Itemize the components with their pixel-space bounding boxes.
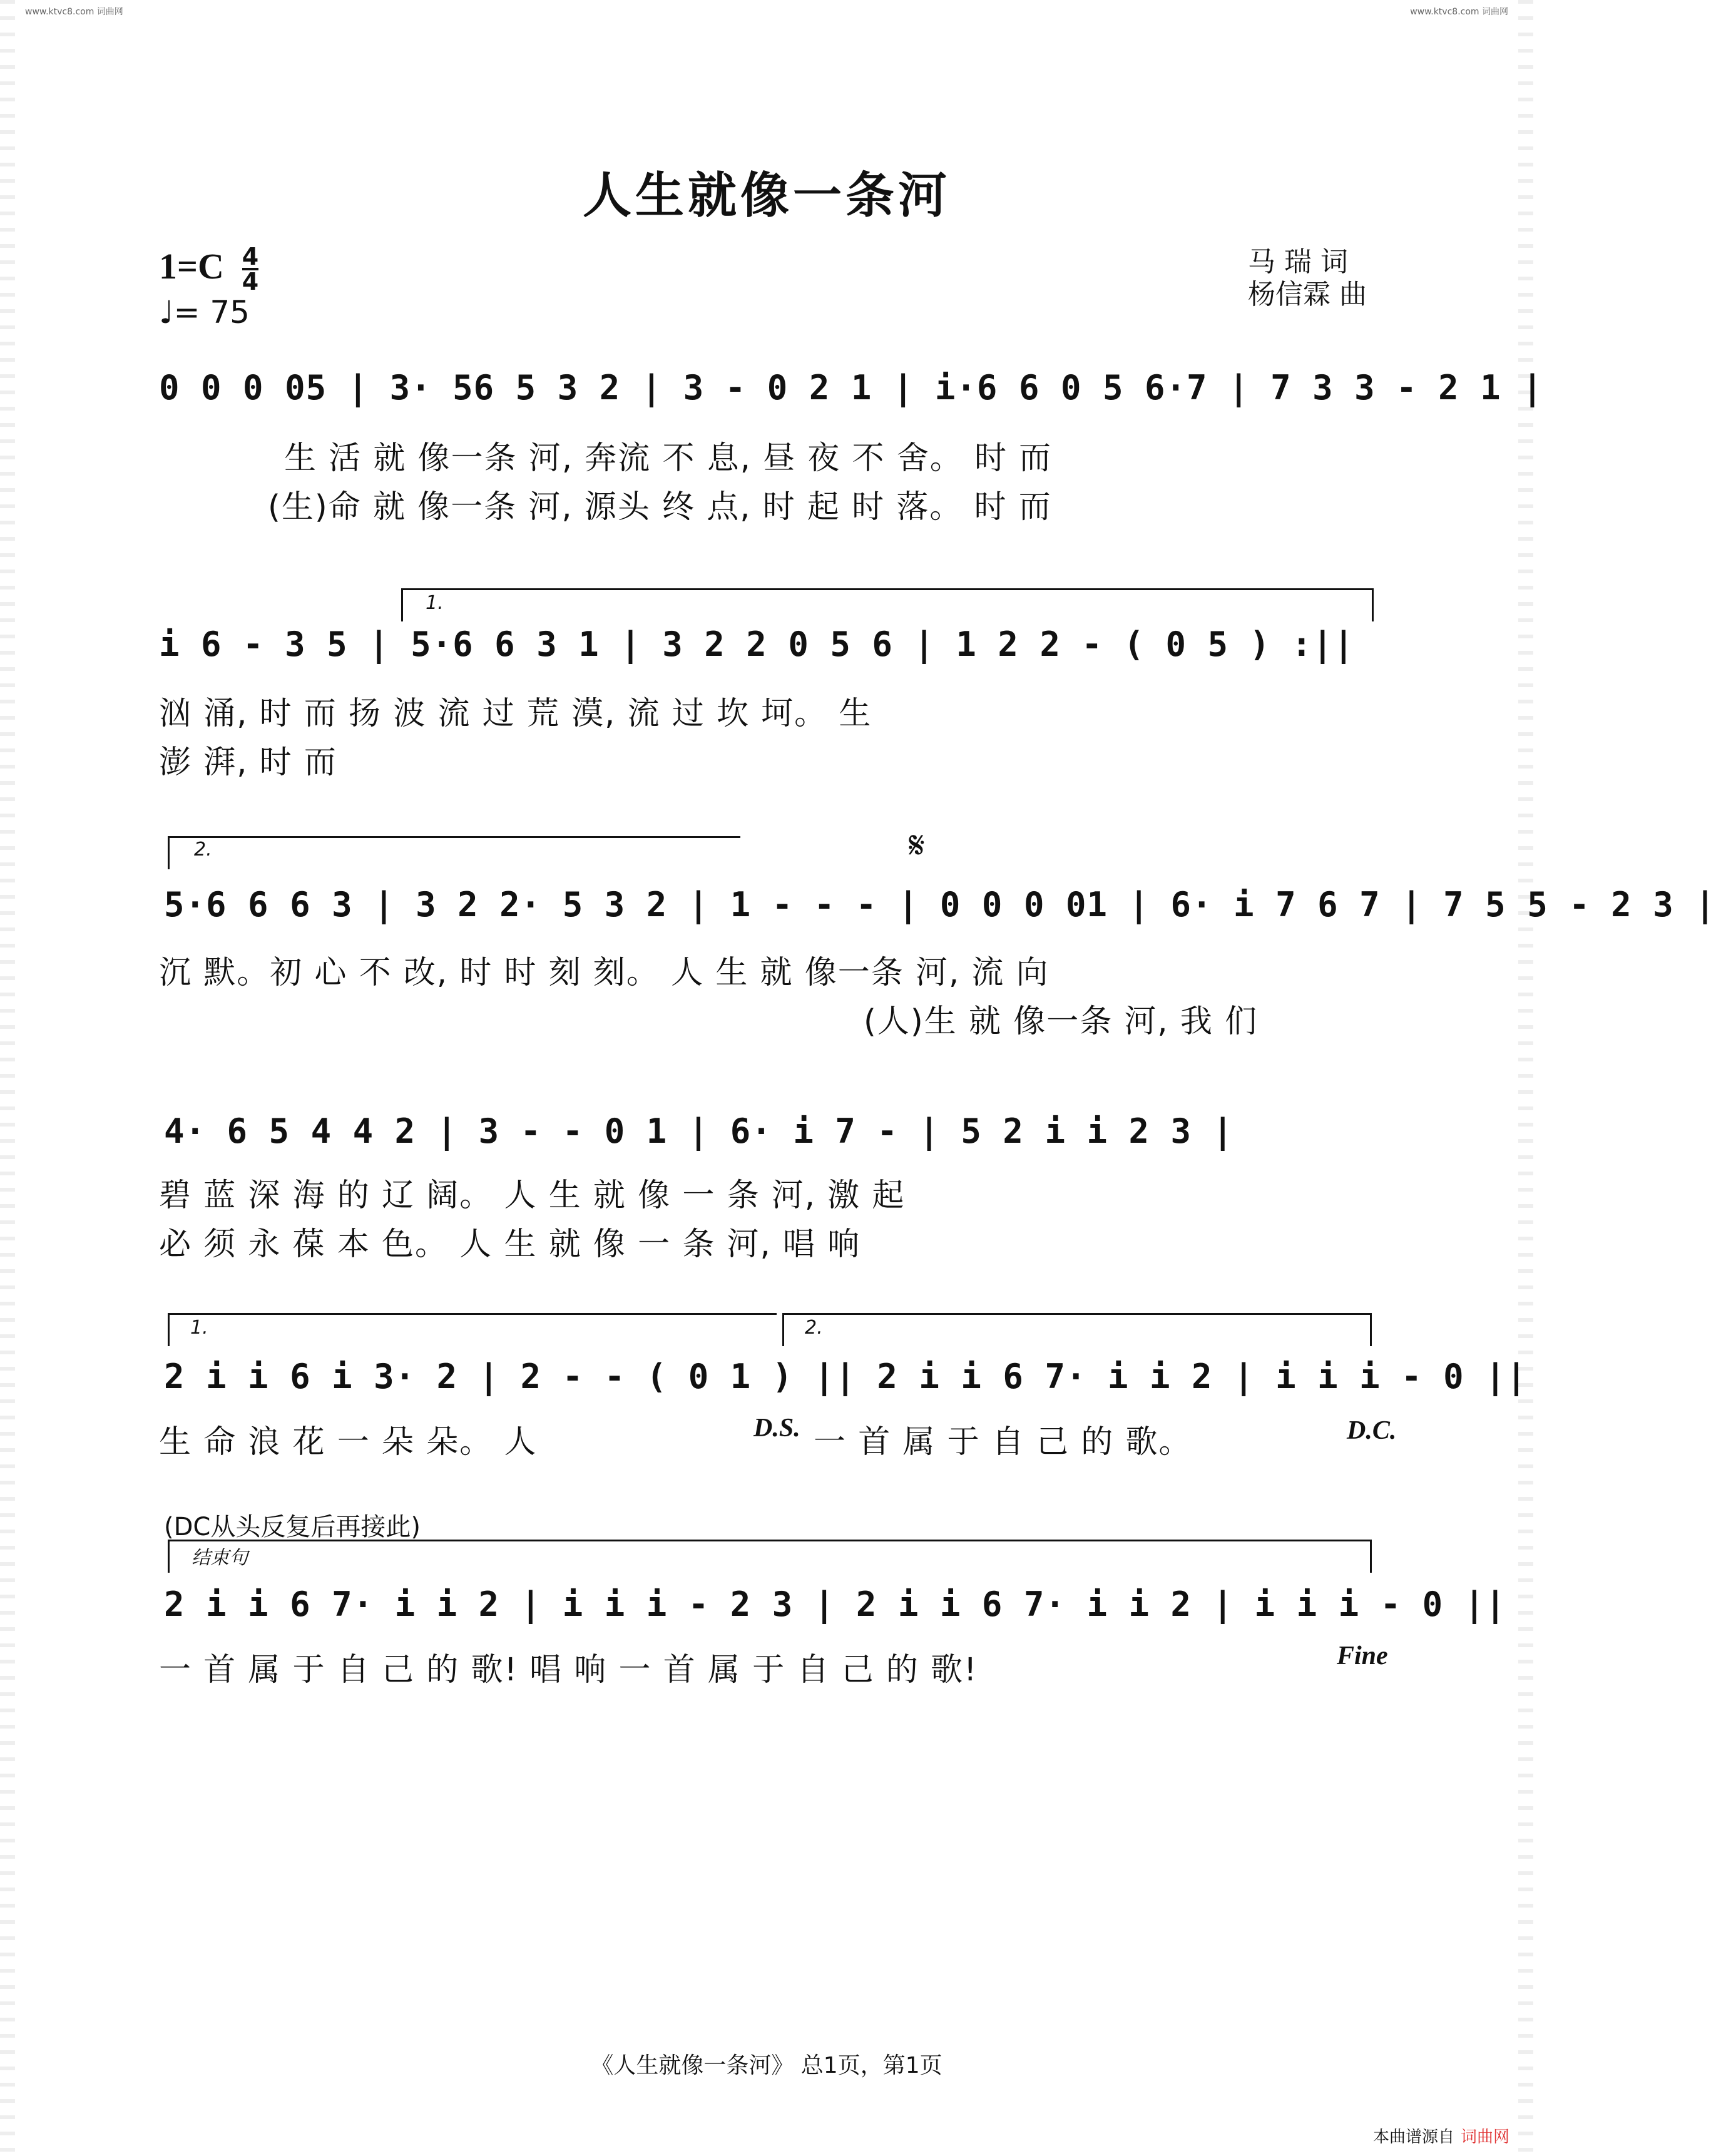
volta-2-label: 2.	[194, 839, 212, 861]
notation-line-5: 2 i i 6 i 3· 2 | 2 - - ( 0 1 ) || 2 i i 6 7· i i 2 | i i i - 0 ||	[164, 1357, 1528, 1396]
lyricist-credit: 马 瑞 词	[1248, 246, 1348, 278]
volta-bracket-4	[782, 1313, 1372, 1346]
song-title: 人生就像一条河	[582, 167, 951, 224]
page-footer: 《人生就像一条河》 总1页，第1页	[591, 2053, 942, 2078]
dc-instruction: (DC从头反复后再接此)	[164, 1513, 421, 1541]
fine-mark: Fine	[1337, 1642, 1388, 1670]
time-signature: $\frac{4}{4}$	[242, 243, 259, 296]
lyric-line-6: 一 首 属 于 自 己 的 歌! 唱 响 一 首 属 于 自 己 的 歌!	[159, 1652, 978, 1689]
volta-bracket-1	[401, 588, 1374, 621]
lyric-line-2-verse-2: 澎 湃, 时 而	[159, 744, 337, 781]
dal-segno-mark: D.S.	[753, 1414, 800, 1443]
lyric-line-3-verse-1: 沉 默。初 心 不 改, 时 时 刻 刻。 人 生 就 像一条 河, 流 向	[159, 954, 1050, 991]
site-corner-right: www.ktvc8.com 词曲网	[1410, 7, 1508, 17]
key-signature: 1=C $\frac{4}{4}$	[159, 243, 259, 296]
notation-line-1: 0 0 0 05 | 3· 56 5 3 2 | 3 - 0 2 1 | i·6 6 0 5 6·7 | 7 3 3 - 2 1 |	[159, 368, 1543, 407]
coda-label: 结束句	[192, 1547, 248, 1569]
lyric-line-5-part-1: 生 命 浪 花 一 朵 朵。 人	[159, 1424, 538, 1461]
lyric-line-3-verse-2: (人)生 就 像一条 河, 我 们	[864, 1003, 1259, 1040]
notation-line-2: i 6 - 3 5 | 5·6 6 3 1 | 3 2 2 0 5 6 | 1 2 2 - ( 0 5 ) :||	[159, 625, 1355, 664]
composer-credit: 杨信霖 曲	[1248, 278, 1367, 310]
volta-bracket-3	[168, 1313, 777, 1346]
lyric-line-2-verse-1: 汹 涌, 时 而 扬 波 流 过 荒 漠, 流 过 坎 坷。 生	[159, 695, 872, 732]
left-margin-watermark	[0, 0, 15, 2156]
tempo-marking: ♩= 75	[159, 294, 250, 330]
volta-4-label: 2.	[805, 1317, 823, 1339]
site-corner-left: www.ktvc8.com 词曲网	[25, 7, 123, 17]
coda-bracket	[168, 1540, 1372, 1573]
right-margin-watermark	[1518, 0, 1533, 2156]
volta-bracket-2	[168, 836, 740, 869]
da-capo-mark: D.C.	[1347, 1416, 1397, 1445]
notation-line-4: 4· 6 5 4 4 2 | 3 - - 0 1 | 6· i 7 - | 5 2 i i 2 3 |	[164, 1111, 1234, 1151]
volta-3-label: 1.	[190, 1317, 208, 1339]
lyric-line-4-verse-1: 碧 蓝 深 海 的 辽 阔。 人 生 就 像 一 条 河, 激 起	[159, 1177, 906, 1214]
lyric-line-1-verse-2: (生)命 就 像一条 河, 源头 终 点, 时 起 时 落。 时 而	[268, 489, 1052, 526]
volta-1-label: 1.	[426, 592, 444, 614]
source-label: 本曲谱源自	[1373, 2128, 1455, 2147]
segno-sign: 𝄋	[909, 824, 925, 867]
lyric-line-5-part-2: 一 首 属 于 自 己 的 歌。	[814, 1424, 1192, 1461]
notation-line-6: 2 i i 6 7· i i 2 | i i i - 2 3 | 2 i i 6 7· i i 2 | i i i - 0 ||	[164, 1585, 1506, 1624]
lyric-line-4-verse-2: 必 须 永 葆 本 色。 人 生 就 像 一 条 河, 唱 响	[159, 1226, 861, 1263]
notation-line-3: 5·6 6 6 3 | 3 2 2· 5 3 2 | 1 - - - | 0 0 0 01 | 6· i 7 6 7 | 7 5 5 - 2 3 |	[164, 885, 1716, 924]
source-site-link[interactable]: 词曲网	[1461, 2128, 1510, 2147]
lyric-line-1-verse-1: 生 活 就 像一条 河, 奔流 不 息, 昼 夜 不 舍。 时 而	[284, 440, 1053, 477]
